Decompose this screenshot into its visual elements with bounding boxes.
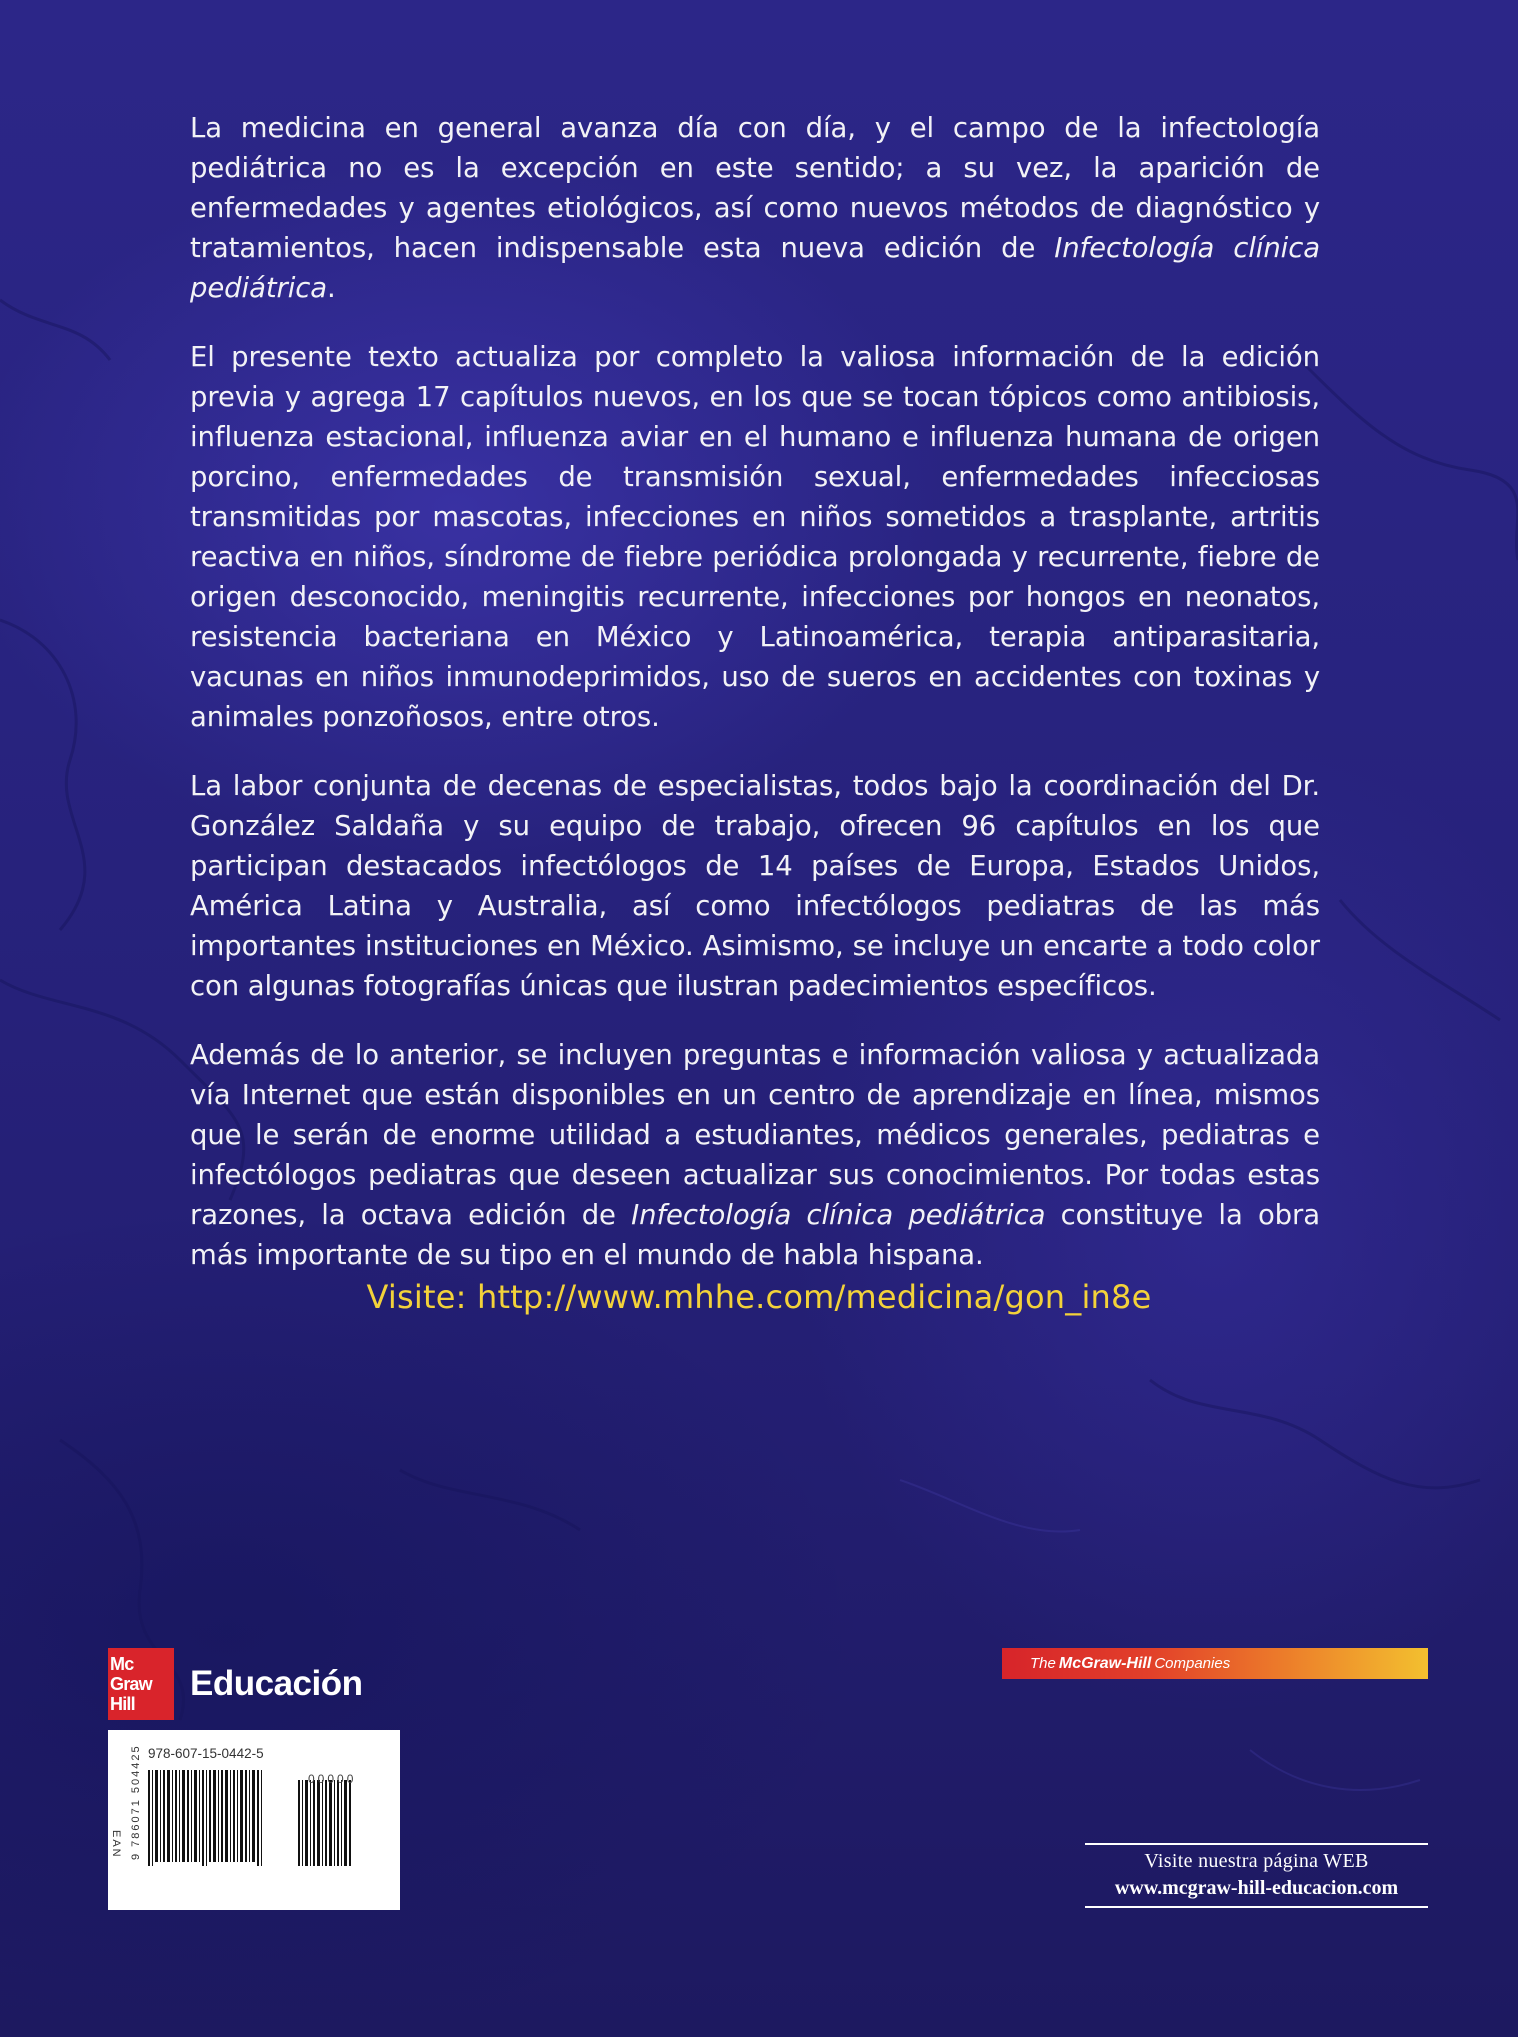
logo-line: Hill (110, 1694, 135, 1714)
visit-url[interactable]: Visite: http://www.mhhe.com/medicina/gon_in8e (366, 1278, 1152, 1316)
text-run: La medicina en general avanza día con día, y el campo de la infectología pediátrica no es la excepción en este sentido; a su vez, la aparición de enfermedades y agentes etiológicos, así como nuevos métodos de diagnóstico y tratamientos, hacen indispensable esta nueva edición de (190, 112, 1320, 264)
website-title: Visite nuestra página WEB (1144, 1850, 1369, 1872)
divider (1085, 1843, 1428, 1845)
book-title-italic: Infectología clínica pediátrica (190, 232, 1320, 304)
logo-line: Mc (110, 1654, 134, 1674)
companies-prefix: The (1030, 1655, 1056, 1672)
logo-line: Graw (110, 1674, 152, 1694)
companies-suffix: Companies (1154, 1655, 1231, 1672)
mcgraw-hill-companies-banner (1002, 1648, 1428, 1679)
paragraph (190, 108, 1320, 308)
isbn-number: 978-607-15-0442-5 (148, 1746, 264, 1761)
mcgraw-hill-logo (108, 1648, 174, 1720)
imprint-label: Educación (190, 1664, 363, 1703)
divider (1085, 1906, 1428, 1908)
book-title-italic: Infectología clínica pediátrica (631, 1199, 1046, 1231)
paragraph (190, 1035, 1320, 1275)
website-notice (1085, 1843, 1428, 1908)
text-run: El presente texto actualiza por completo la valiosa información de la edición previa y agrega 17 capítulos nuevos, en los que se tocan tópicos como antibiosis, influenza estacional, influenza aviar en el humano e influenza humana de origen porcino, enfermedades de transmisión sexual, enfermedades infecciosas transmitidas por mascotas, infecciones en niños sometidos a trasplante, artritis reactiva en niños, síndrome de fiebre periódica prolongada y recurrente, fiebre de origen desconocido, meningitis recurrente, infecciones por hongos en neonatos, resistencia bacteriana en México y Latinoamérica, terapia antiparasitaria, vacunas en niños inmunodeprimidos, uso de sueros en accidentes con toxinas y animales ponzoñosos, entre otros. (190, 341, 1320, 733)
addon-digits: 00000 (308, 1772, 357, 1786)
ean-label: EAN (110, 1830, 122, 1859)
text-run: . (327, 272, 336, 304)
back-cover-text (190, 108, 1320, 1304)
text-run: constituye la obra más importante de su tipo en el mundo de habla hispana. (190, 1199, 1320, 1271)
website-url[interactable]: www.mcgraw-hill-educacion.com (1114, 1877, 1399, 1899)
barcode-label (108, 1730, 400, 1910)
text-run: Además de lo anterior, se incluyen preguntas e información valiosa y actualizada vía Internet que están disponibles en un centro de aprendizaje en línea, mismos que le serán de enorme utilidad a estudiantes, médicos generales, pediatras e infectólogos pediatras que deseen actualizar sus conocimientos. Por todas estas razones, la octava edición de (190, 1039, 1320, 1231)
companies-name: McGraw-Hill (1058, 1654, 1152, 1672)
text-run: La labor conjunta de decenas de especialistas, todos bajo la coordinación del Dr. González Saldaña y su equipo de trabajo, ofrecen 96 capítulos en los que participan destacados infectólogos de 14 países de Europa, Estados Unidos, América Latina y Australia, así como infectólogos pediatras de las más importantes instituciones en México. Asimismo, se incluye un encarte a todo color con algunas fotografías únicas que ilustran padecimientos específicos. (190, 770, 1320, 1002)
paragraph (190, 766, 1320, 1006)
paragraph (190, 337, 1320, 737)
barcode-digits: 9 786071 504425 (130, 1744, 142, 1860)
